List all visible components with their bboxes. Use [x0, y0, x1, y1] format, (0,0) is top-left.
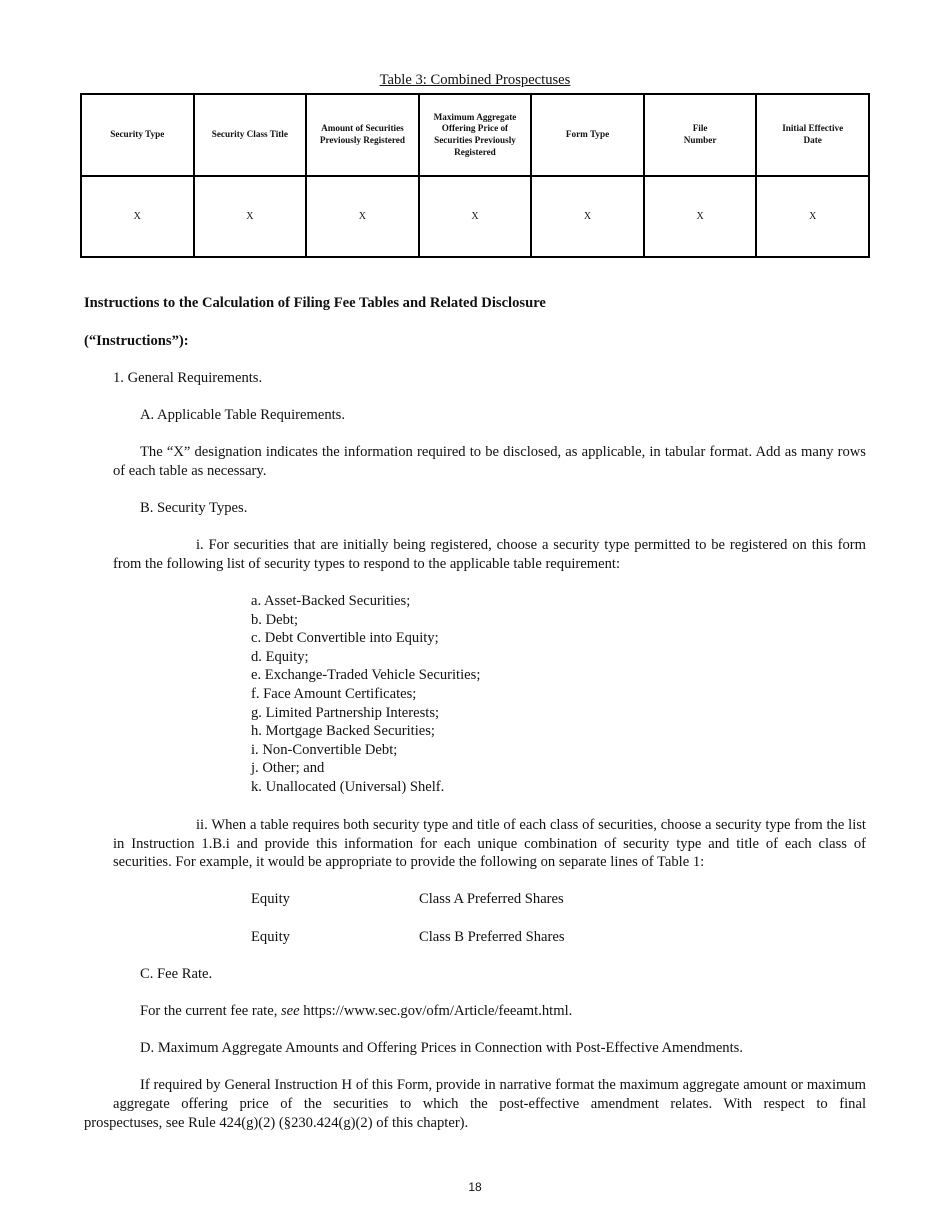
- paragraph: If required by General Instruction H of this Form, provide in narrative format the maximum aggregate amount or maximum aggregate offering price of the securities to which the post-effective amendment relates. With respect to final: [113, 1077, 866, 1112]
- header-cell: Amount of Securities Previously Registered: [306, 94, 419, 176]
- example-title: Class A Preferred Shares: [419, 891, 564, 907]
- list-item: k. Unallocated (Universal) Shelf.: [251, 778, 445, 795]
- table-cell: X: [194, 176, 307, 257]
- list-item: c. Debt Convertible into Equity;: [251, 630, 439, 647]
- table-cell: X: [419, 176, 532, 257]
- subsection-heading: C. Fee Rate.: [140, 966, 213, 982]
- instructions-heading-label: (“Instructions”):: [84, 333, 189, 349]
- header-cell: Form Type: [531, 94, 644, 176]
- table-cell: X: [531, 176, 644, 257]
- text: see: [281, 1003, 300, 1019]
- paragraph: [140, 1002, 572, 1021]
- list-item: i. Non-Convertible Debt;: [251, 741, 398, 758]
- paragraph: prospectuses, see Rule 424(g)(2) (§230.424(g)(2) of this chapter).: [84, 1115, 469, 1131]
- subsection-heading: A. Applicable Table Requirements.: [140, 407, 345, 423]
- table-title: Table 3: Combined Prospectuses: [379, 72, 571, 88]
- paragraph: i. For securities that are initially being registered, choose a security type permitted to be registered on this form from the following list of security types to respond to the applicable table requirement:: [113, 537, 866, 572]
- list-item: b. Debt;: [251, 611, 299, 628]
- header-cell: File Number: [644, 94, 757, 176]
- example-title: Class B Preferred Shares: [419, 929, 565, 945]
- table-row: [81, 176, 869, 257]
- table-cell: X: [81, 176, 194, 257]
- list-item: e. Exchange-Traded Vehicle Securities;: [251, 667, 481, 684]
- table-header-row: [81, 94, 869, 176]
- header-cell: Initial Effective Date: [756, 94, 869, 176]
- table-cell: X: [756, 176, 869, 257]
- subsection-heading: B. Security Types.: [140, 500, 248, 516]
- list-item: a. Asset-Backed Securities;: [251, 593, 411, 609]
- list-item: g. Limited Partnership Interests;: [251, 704, 440, 721]
- combined-prospectuses-table: [80, 93, 870, 258]
- header-cell: Maximum Aggregate Offering Price of Securities Previously Registered: [419, 94, 532, 176]
- section-heading: 1. General Requirements.: [113, 370, 263, 386]
- fee-rate-url: https://www.sec.gov/ofm/Article/feeamt.html.: [299, 1003, 573, 1019]
- subsection-heading: D. Maximum Aggregate Amounts and Offering Prices in Connection with Post-Effective Amendments.: [140, 1040, 743, 1056]
- example-type: Equity: [251, 891, 290, 907]
- paragraph: ii. When a table requires both security type and title of each class of securities, choose a security type from the list in Instruction 1.B.i and provide this information for each unique combination of security type and title of each class of securities. For example, it would be appropriate to provide the following on separate lines of Table 1:: [113, 817, 866, 871]
- list-item: f. Face Amount Certificates;: [251, 685, 417, 702]
- header-cell: Security Type: [81, 94, 194, 176]
- paragraph: The “X” designation indicates the information required to be disclosed, as applicable, in tabular format. Add as many rows of each table as necessary.: [113, 444, 866, 479]
- text: For the current fee rate,: [140, 1003, 281, 1019]
- security-type-list: [251, 592, 480, 797]
- list-item: d. Equity;: [251, 648, 309, 665]
- page-number: 18: [468, 1180, 482, 1194]
- header-cell: Security Class Title: [194, 94, 307, 176]
- list-item: j. Other; and: [251, 760, 325, 777]
- table-cell: X: [644, 176, 757, 257]
- instructions-heading: Instructions to the Calculation of Filing Fee Tables and Related Disclosure: [84, 295, 546, 311]
- list-item: h. Mortgage Backed Securities;: [251, 723, 435, 740]
- table-cell: X: [306, 176, 419, 257]
- example-type: Equity: [251, 929, 290, 945]
